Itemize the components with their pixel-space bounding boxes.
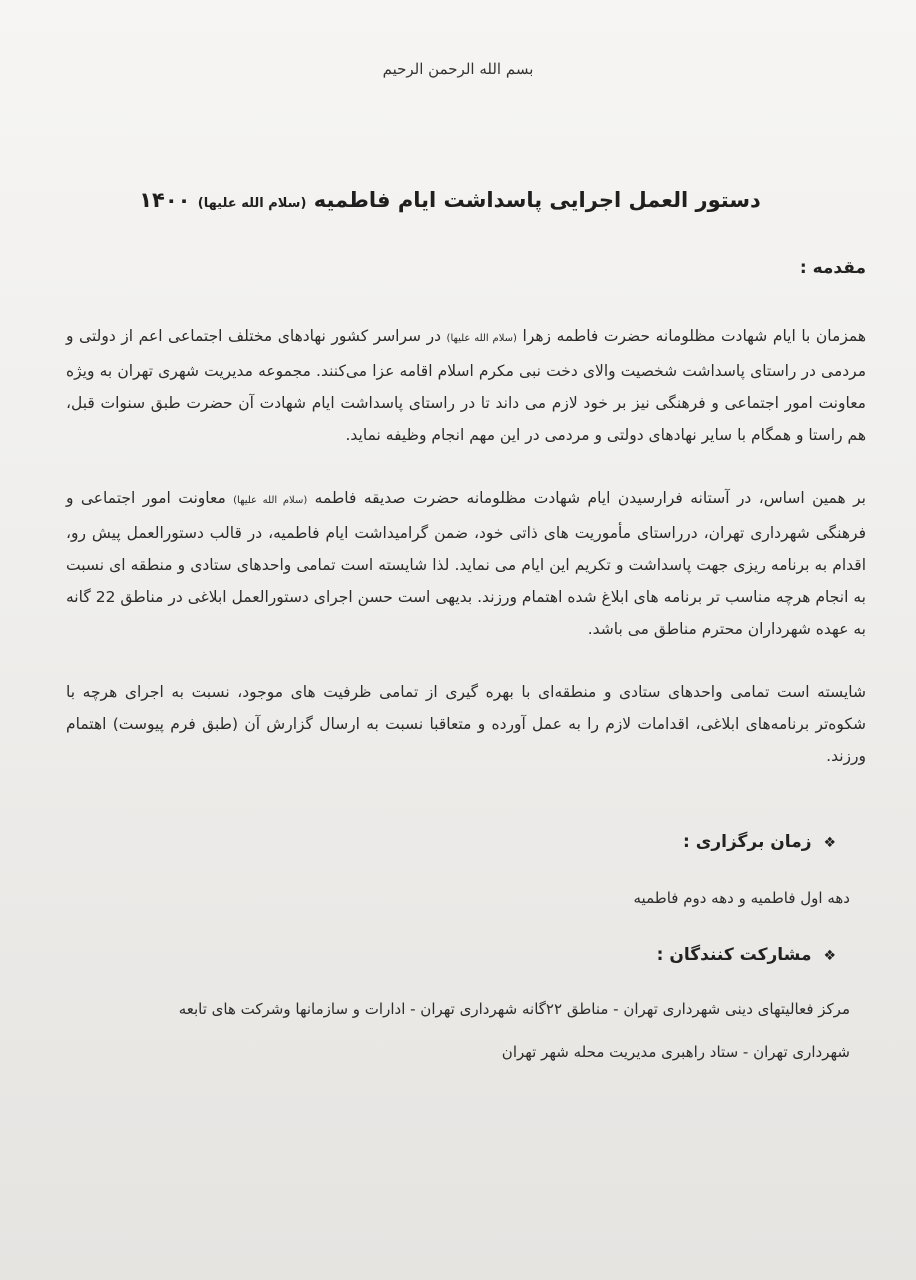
paragraph-1-part-2: در سراسر کشور نهادهای مختلف اجتماعی اعم از دولتی و مردمی در راستای پاسداشت شخصیت والای دخت نبی مکرم اسلام اقامه عزا می‌کنند. مجموعه مدیریت شهری تهران به ویژه معاونت امور اجتماعی و فرهنگی نیز بر خود لازم می داند تا در راستای پاسداشت ایام شهادت آن حضرت طبق سنوات قبل، هم راستا و همگام با سایر نهادهای دولتی و مردمی در این مهم انجام وظیفه نماید. [66,327,866,444]
paragraph-3: شایسته است تمامی واحدهای ستادی و منطقه‌ای با بهره گیری از تمامی ظرفیت های موجود، نسبت به اجرای هرچه با شکوه‌تر برنامه‌های ابلاغی، اقدامات لازم را به عمل آورده و متعاقبا نسبت به ارسال گزارش آن (طبق فرم پیوست) اهتمام ورزند. [66,683,866,765]
time-heading [683,832,836,852]
diamond-bullet-icon: ❖ [823,948,836,964]
paragraph-1 [66,320,866,451]
participants-line-2: شهرداری تهران - ستاد راهبری مدیریت محله شهر تهران [501,1043,850,1061]
paragraph-2-part-1: بر همین اساس، در آستانه فرارسیدن ایام شهادت مظلومانه حضرت صدیقه فاطمه [314,489,866,507]
diamond-bullet-icon: ❖ [823,835,836,851]
paragraph-2-part-2: معاونت امور اجتماعی و فرهنگی شهرداری تهران، درراستای مأموریت های ذاتی خود، ضمن گرامیداشت ایام فاطمیه، در قالب دستورالعمل پیش رو، اقدام به برنامه ریزی جهت پاسداشت و تکریم این ایام می نماید. لذا شایسته است تمامی واحدهای ستادی و منطقه ای نسبت به انجام هرچه مناسب تر برنامه های ابلاغ شده اهتمام ورزند. بدیهی است حسن اجرای دستورالعمل ابلاغی در مناطق 22 گانه به عهده شهرداران محترم مناطق می باشد. [66,489,866,638]
title-main: دستور العمل اجرایی پاسداشت ایام فاطمیه [313,188,761,212]
title-year: ۱۴۰۰ [139,188,191,212]
title-honorific: (سلام الله علیها) [197,196,307,211]
participants-heading [657,945,836,965]
paragraph-2 [66,482,866,645]
paragraph-1-honorific: (سلام الله علیها) [446,333,517,344]
intro-heading: مقدمه : [799,258,866,278]
time-heading-label: زمان برگزاری : [683,832,812,852]
participants-heading-label: مشارکت کنندگان : [656,945,812,965]
paragraph-1-part-1: همزمان با ایام شهادت مظلومانه حضرت فاطمه زهرا [522,327,867,345]
paragraph-2-honorific: (سلام الله علیها) [233,495,308,506]
time-text: دهه اول فاطمیه و دهه دوم فاطمیه [633,889,850,907]
document-title [120,188,780,212]
basmala: بسم الله الرحمن الرحیم [382,60,534,78]
participants-line-1: مرکز فعالیتهای دینی شهرداری تهران - مناطق ۲۲گانه شهرداری تهران - ادارات و سازمانها وشرکت های تابعه [178,1000,850,1018]
